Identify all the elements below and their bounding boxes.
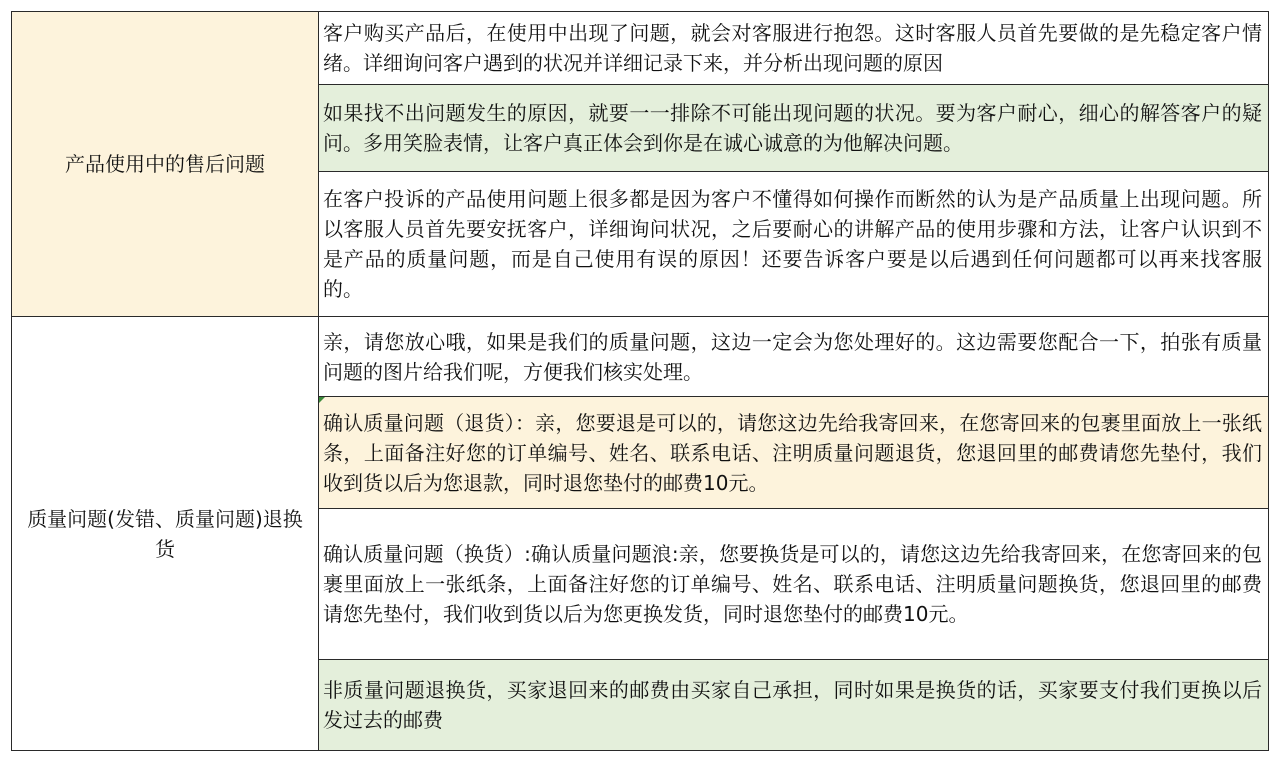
cell-text: 亲，请您放心哦，如果是我们的质量问题，这边一定会为您处理好的。这边需要您配合一下，拍张有质量问题的图片给我们呢，方便我们核实处理。 — [323, 329, 1262, 384]
table-row — [12, 317, 1269, 397]
category-label: 产品使用中的售后问题 — [65, 152, 265, 176]
text-cell[interactable] — [319, 85, 1269, 172]
cell-text: 在客户投诉的产品使用问题上很多都是因为客户不懂得如何操作而断然的认为是产品质量上出现问题。所以客服人员首先要安抚客户，详细询问状况，之后要耐心的讲解产品的使用步骤和方法，让客户认识到不是产品的质量问题，而是自己使用有误的原因！还要告诉客户要是以后遇到任何问题都可以再来找客服的。 — [323, 187, 1262, 301]
category-cell-quality-return[interactable] — [12, 317, 319, 751]
table-row — [12, 12, 1269, 85]
cell-text: 确认质量问题（换货）:确认质量问题浪:亲，您要换货是可以的，请您这边先给我寄回来，在您寄回来的包裹里面放上一张纸条，上面备注好您的订单编号、姓名、联系电话、注明质量问题换货，您退回里的邮费请您先垫付，我们收到货以后为您更换发货，同时退您垫付的邮费10元。 — [323, 542, 1262, 626]
text-cell[interactable] — [319, 509, 1269, 660]
text-cell[interactable] — [319, 397, 1269, 509]
cell-text: 确认质量问题（退货）：亲，您要退是可以的，请您这边先给我寄回来，在您寄回来的包裹里面放上一张纸条，上面备注好您的订单编号、姓名、联系电话、注明质量问题退货，您退回里的邮费请您先垫付，我们收到货以后为您退款，同时退您垫付的邮费10元。 — [323, 410, 1262, 495]
cell-text: 客户购买产品后，在使用中出现了问题，就会对客服进行抱怨。这时客服人员首先要做的是先稳定客户情绪。详细询问客户遇到的状况并详细记录下来，并分析出现问题的原因 — [323, 21, 1262, 75]
category-cell-after-sales[interactable] — [12, 12, 319, 317]
cell-text: 如果找不出问题发生的原因，就要一一排除不可能出现问题的状况。要为客户耐心，细心的解答客户的疑问。多用笑脸表情，让客户真正体会到你是在诚心诚意的为他解决问题。 — [323, 101, 1262, 155]
category-label: 质量问题(发错、质量问题)退换货 — [27, 506, 303, 561]
text-cell[interactable] — [319, 172, 1269, 317]
faq-table — [11, 11, 1269, 751]
text-cell[interactable] — [319, 12, 1269, 85]
text-cell[interactable] — [319, 317, 1269, 397]
text-cell[interactable] — [319, 660, 1269, 751]
cell-text: 非质量问题退换货，买家退回来的邮费由买家自己承担，同时如果是换货的话，买家要支付我们更换以后发过去的邮费 — [323, 678, 1262, 732]
